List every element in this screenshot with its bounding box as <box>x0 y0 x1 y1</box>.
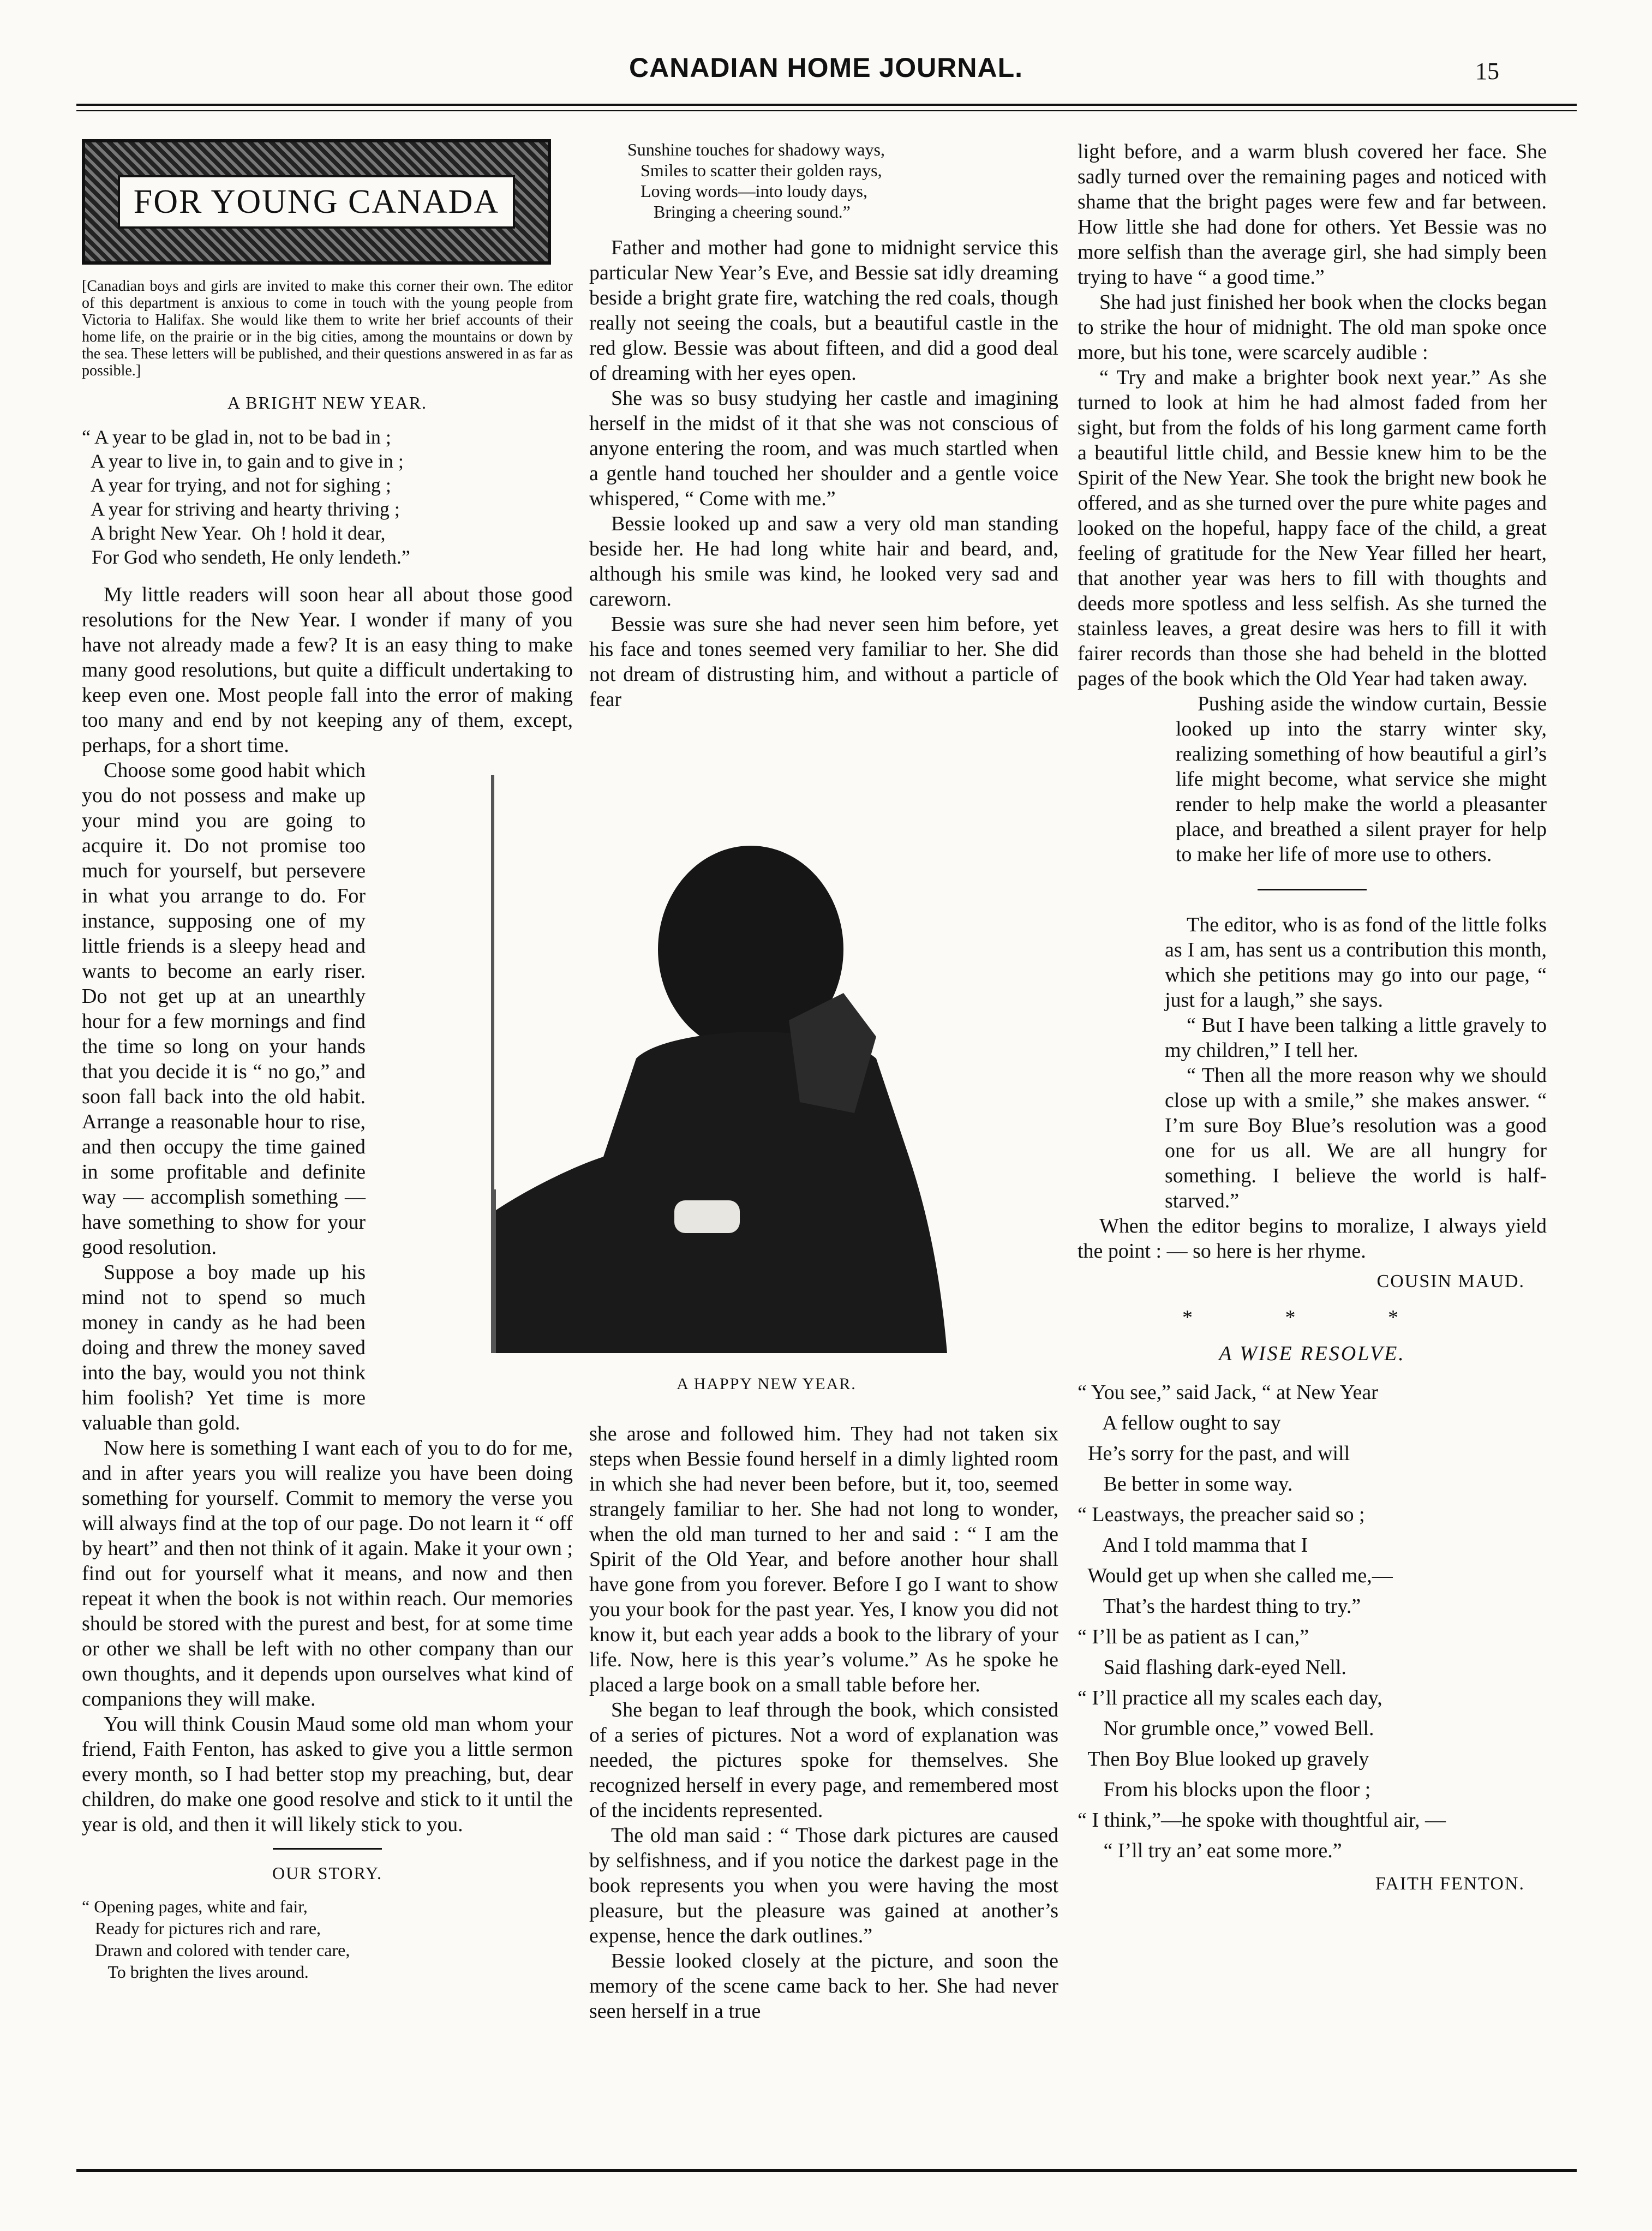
poem-line: “ I think,”—he spoke with thoughtful air, — <box>1078 1809 1446 1832</box>
bottom-rule <box>76 2169 1577 2172</box>
poem-line: Sunshine touches for shadowy ways, <box>627 140 885 159</box>
poem-line: “ Leastways, the preacher said so ; <box>1078 1503 1365 1526</box>
bright-new-year-poem <box>82 425 573 569</box>
paragraph: My little readers will soon hear all about those good resolutions for the New Year. I wonder if many of you have not already made a few? It is an easy thing to make many good resolutions, but quite a difficult undertaking to keep even one. Most people fall into the error of making too many and end by not keeping any of them, except, perhaps, for a short time. <box>82 583 573 757</box>
top-rule-thin <box>76 110 1577 111</box>
paragraph: You will think Cousin Maud some old man whom your friend, Faith Fenton, has asked to give you a little sermon every month, so I had better stop my preaching, but, dear children, do make one good resolve and stick to it until the year is old, and then it will likely stick to you. <box>82 1713 573 1836</box>
page-number: 15 <box>1475 58 1499 85</box>
poem-line: “ A year to be glad in, not to be bad in ; <box>82 426 391 448</box>
poem-line: A fellow ought to say <box>1078 1411 1281 1434</box>
paragraph: “ Try and make a brighter book next year.” As she turned to look at him he had almost faded from her sight, but from the folds of his long garment came forth a beautiful little child, and Bessie knew him to be the Spirit of the New Year. She took the bright new book he offered, and as she turned over the pure white pages and looked on the hopeful, happy face of the child, a great feeling of gratitude for the New Year filled her heart, that another year was hers to fill with thoughts and deeds more spotless and less selfish. As she turned the stainless leaves, a great desire was hers to fill it with fairer records than those she had beheld in the blotted pages of the book which the Old Year had taken away. <box>1078 366 1547 690</box>
signature-faith-fenton: FAITH FENTON. <box>1375 1874 1525 1894</box>
paragraph: Suppose a boy made up his mind not to spend so much money in candy as he had been doing and threw the money saved into the bay, would you not think him foolish? Yet time is more valuable than gold. <box>82 1261 366 1434</box>
paragraph: She had just finished her book when the clocks began to strike the hour of midnight. The old man spoke once more, but his tone, were scarcely audible : <box>1078 291 1547 364</box>
poem-line: From his blocks upon the floor ; <box>1078 1778 1371 1801</box>
poem-line: Ready for pictures rich and rare, <box>82 1918 321 1938</box>
top-rule <box>76 104 1577 106</box>
poem-line: He’s sorry for the past, and will <box>1078 1442 1350 1465</box>
paragraph: she arose and followed him. They had not taken six steps when Bessie found herself in a dimly lighted room in which she had never been before, but it, too, seemed strangely familiar to her. She had not long to wonder, when the old man turned to her and said : “ I am the Spirit of the Old Year, and before another hour shall have gone from you forever. Before I go I want to show you your book for the past year. Yes, I know you did not know it, but each year adds a book to the library of your life. Now, here is this year’s volume.” As he spoke he placed a large book on a small table before her. <box>589 1422 1058 1696</box>
poem-line: Said flashing dark-eyed Nell. <box>1078 1656 1346 1679</box>
page-header-title: CANADIAN HOME JOURNAL. <box>629 52 1023 83</box>
bright-new-year-heading: A BRIGHT NEW YEAR. <box>227 393 428 412</box>
for-young-canada-banner <box>82 139 551 265</box>
paragraph: When the editor begins to moralize, I always yield the point : — so here is her rhyme. <box>1078 1215 1547 1263</box>
paragraph: “ Then all the more reason why we should close up with a smile,” she makes answer. “ I’m sure Boy Blue’s resolution was a good one for us all. We are all hungry for something. I believe the world is half-starved.” <box>1165 1064 1547 1212</box>
poem-line: To brighten the lives around. <box>82 1962 309 1982</box>
paragraph: Father and mother had gone to midnight service this particular New Year’s Eve, and Bessie sat idly dreaming beside a bright grate fire, watching the red coals, though really not seeing the coals, but a beautiful castle in the red glow. Bessie was about fifteen, and did a good deal of dreaming with her eyes open. <box>589 236 1058 385</box>
signature-cousin-maud: COUSIN MAUD. <box>1376 1271 1525 1291</box>
poem-line: “ Opening pages, white and fair, <box>82 1897 308 1916</box>
paragraph: Bessie was sure she had never seen him before, yet his face and tones seemed very familiar to her. She did not dream of distrusting him, and without a particle of fear <box>589 613 1058 711</box>
poem-line: Drawn and colored with tender care, <box>82 1940 350 1960</box>
paragraph: She was so busy studying her castle and imagining herself in the midst of it that she was not conscious of anyone entering the room, and was much startled when a gentle hand touched her shoulder and a gentle voice whispered, “ Come with me.” <box>589 387 1058 510</box>
editor-note: [Canadian boys and girls are invited to make this corner their own. The editor of this department is anxious to come in touch with the young people from Victoria to Halifax. She would like them to write her brief accounts of their home life, on the prairie or in the big cities, among the mountains or down by the sea. These letters will be published, and their questions answered in as far as possible.] <box>82 278 573 379</box>
poem-line: Nor grumble once,” vowed Bell. <box>1078 1717 1374 1740</box>
column-2 <box>589 139 1058 712</box>
poem-line: Smiles to scatter their golden rays, <box>627 160 882 180</box>
poem-line: “ I’ll practice all my scales each day, <box>1078 1686 1382 1709</box>
wise-resolve-heading: A WISE RESOLVE. <box>1219 1342 1405 1365</box>
wise-resolve-poem <box>1078 1377 1547 1866</box>
poem-line: Loving words—into loudy days, <box>627 181 867 201</box>
photo-caption: A HAPPY NEW YEAR. <box>677 1375 857 1393</box>
paragraph: She began to leaf through the book, which consisted of a series of pictures. Not a word of explanation was needed, the pictures spoke for themselves. She recognized herself in every page, and remembered most of the incidents represented. <box>589 1698 1058 1822</box>
paragraph: light before, and a warm blush covered her face. She sadly turned over the remaining pages and noticed with shame that the bright pages were few and far between. How little she had done for others. Yet Bessie was no more selfish than the average girl, she had simply been trying to have “ a good time.” <box>1078 140 1547 289</box>
column-3 <box>1078 139 1547 1907</box>
paragraph: Now here is something I want each of you to do for me, and in after years you will realize you have been doing something for yourself. Commit to memory the verse you will always find at the top of our page. Do not learn it “ off by heart” and then not think of it again. Make it your own ; find out for yourself what it means, and now and then repeat it when the book is not within reach. Our memories should be stored with the purest and best, for at some time or other we shall be left with no other company than our own thoughts, and it depends upon ourselves what kind of companions they will make. <box>82 1437 573 1710</box>
paragraph: “ But I have been talking a little gravely to my children,” I tell her. <box>1165 1014 1547 1062</box>
divider <box>273 1848 382 1850</box>
poem-line: “ You see,” said Jack, “ at New Year <box>1078 1381 1378 1404</box>
paragraph: The editor, who is as fond of the little folks as I am, has sent us a contribution this month, which she petitions may go into our page, “ just for a laugh,” she says. <box>1165 913 1547 1012</box>
poem-line: Bringing a cheering sound.” <box>627 202 851 222</box>
poem-line: A bright New Year. Oh ! hold it dear, <box>82 522 386 544</box>
photo-illustration <box>494 775 1045 1353</box>
paragraph: Choose some good habit which you do not possess and make up your mind you are going to acquire it. Do not promise too much for yourself, but persevere in what you arrange to do. For instance, supposing one of my little friends is a sleepy head and wants to become an early riser. Do not get up at an unearthly hour for a few mornings and find the time so long on your hands that you decide it is “ no go,” and soon fall back into the old habit. Arrange a reasonable hour to rise, and then occupy the time gained in some profitable and definite way — accomplish something — have something to show for your good resolution. <box>82 759 366 1259</box>
our-story-heading: OUR STORY. <box>272 1863 382 1883</box>
poem-line: Would get up when she called me,— <box>1078 1564 1393 1587</box>
poem-line: Be better in some way. <box>1078 1473 1293 1496</box>
poem-line: A year for trying, and not for sighing ; <box>82 474 391 496</box>
paragraph: Bessie looked up and saw a very old man standing beside her. He had long white hair and beard, and, although his smile was kind, he looked very sad and careworn. <box>589 512 1058 611</box>
poem-line: For God who sendeth, He only lendeth.” <box>82 546 410 568</box>
banner-title: FOR YOUNG CANADA <box>118 175 515 229</box>
paragraph: The old man said : “ Those dark pictures are caused by selfishness, and if you notice the darkest page in the book represents you when you were having the most pleasure, but the pleasure was gained at another’s expense, hence the dark outlines.” <box>589 1824 1058 1947</box>
section-stars: * * * <box>1182 1306 1442 1329</box>
our-story-poem-part1 <box>82 1895 573 1983</box>
poem-line: “ I’ll be as patient as I can,” <box>1078 1625 1309 1648</box>
poem-line: And I told mamma that I <box>1078 1534 1308 1557</box>
poem-line: “ I’ll try an’ eat some more.” <box>1078 1839 1342 1862</box>
paragraph: Bessie looked closely at the picture, and soon the memory of the scene came back to her. She had never seen herself in a true <box>589 1949 1058 2023</box>
poem-line: That’s the hardest thing to try.” <box>1078 1595 1361 1618</box>
poem-line: A year to live in, to gain and to give in ; <box>82 450 404 472</box>
our-story-poem-part2 <box>589 139 1058 222</box>
poem-line: A year for striving and hearty thriving ; <box>82 498 400 520</box>
paragraph: Pushing aside the window curtain, Bessie looked up into the starry winter sky, realizing something of how beautiful a girl’s life might become, what service she might render to help make the world a pleasanter place, and breathed a silent prayer for help to make her life of more use to others. <box>1176 692 1547 866</box>
poem-line: Then Boy Blue looked up gravely <box>1078 1748 1369 1771</box>
happy-new-year-photo <box>491 775 1045 1353</box>
column-2-bottom <box>589 1421 1058 2024</box>
divider <box>1258 889 1367 890</box>
